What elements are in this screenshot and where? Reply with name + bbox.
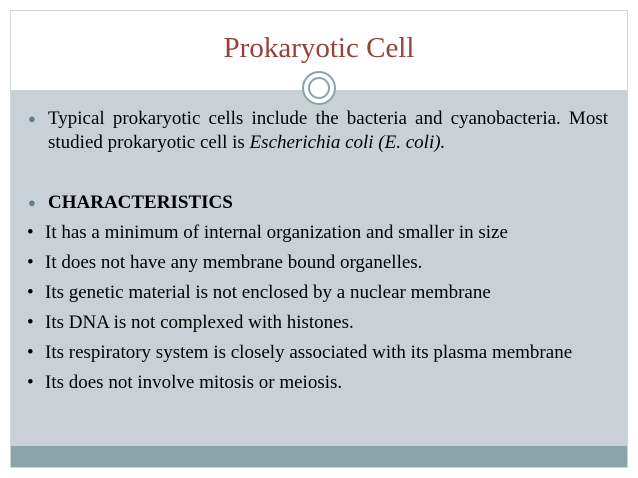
list-item: • It has a minimum of internal organization and smaller in size — [27, 222, 508, 243]
bullet-marker-icon: ● — [28, 111, 36, 126]
intro-text: Typical prokaryotic cells include the bacteria and cyanobacteria. Most studied prokaryotic cell is — [48, 108, 608, 153]
intro-species: Escherichia coli (E. coli). — [249, 132, 446, 153]
list-item: • Its DNA is not complexed with histones. — [27, 312, 354, 333]
list-item: • Its respiratory system is closely associated with its plasma membrane — [27, 342, 573, 363]
slide-title: Prokaryotic Cell — [223, 32, 415, 64]
list-item: • Its does not involve mitosis or meiosis. — [27, 372, 343, 393]
slide-body — [28, 107, 608, 401]
footer-bar — [11, 446, 627, 467]
characteristics-list — [28, 221, 608, 395]
bullet-marker-icon: ● — [28, 195, 36, 210]
list-item: • Its genetic material is not enclosed by a nuclear membrane — [27, 282, 491, 303]
circle-ornament-icon — [302, 71, 336, 105]
list-item: • It does not have any membrane bound organelles. — [27, 252, 423, 273]
characteristics-heading — [28, 191, 608, 215]
intro-bullet — [28, 107, 608, 155]
heading-text: CHARACTERISTICS — [48, 192, 233, 213]
